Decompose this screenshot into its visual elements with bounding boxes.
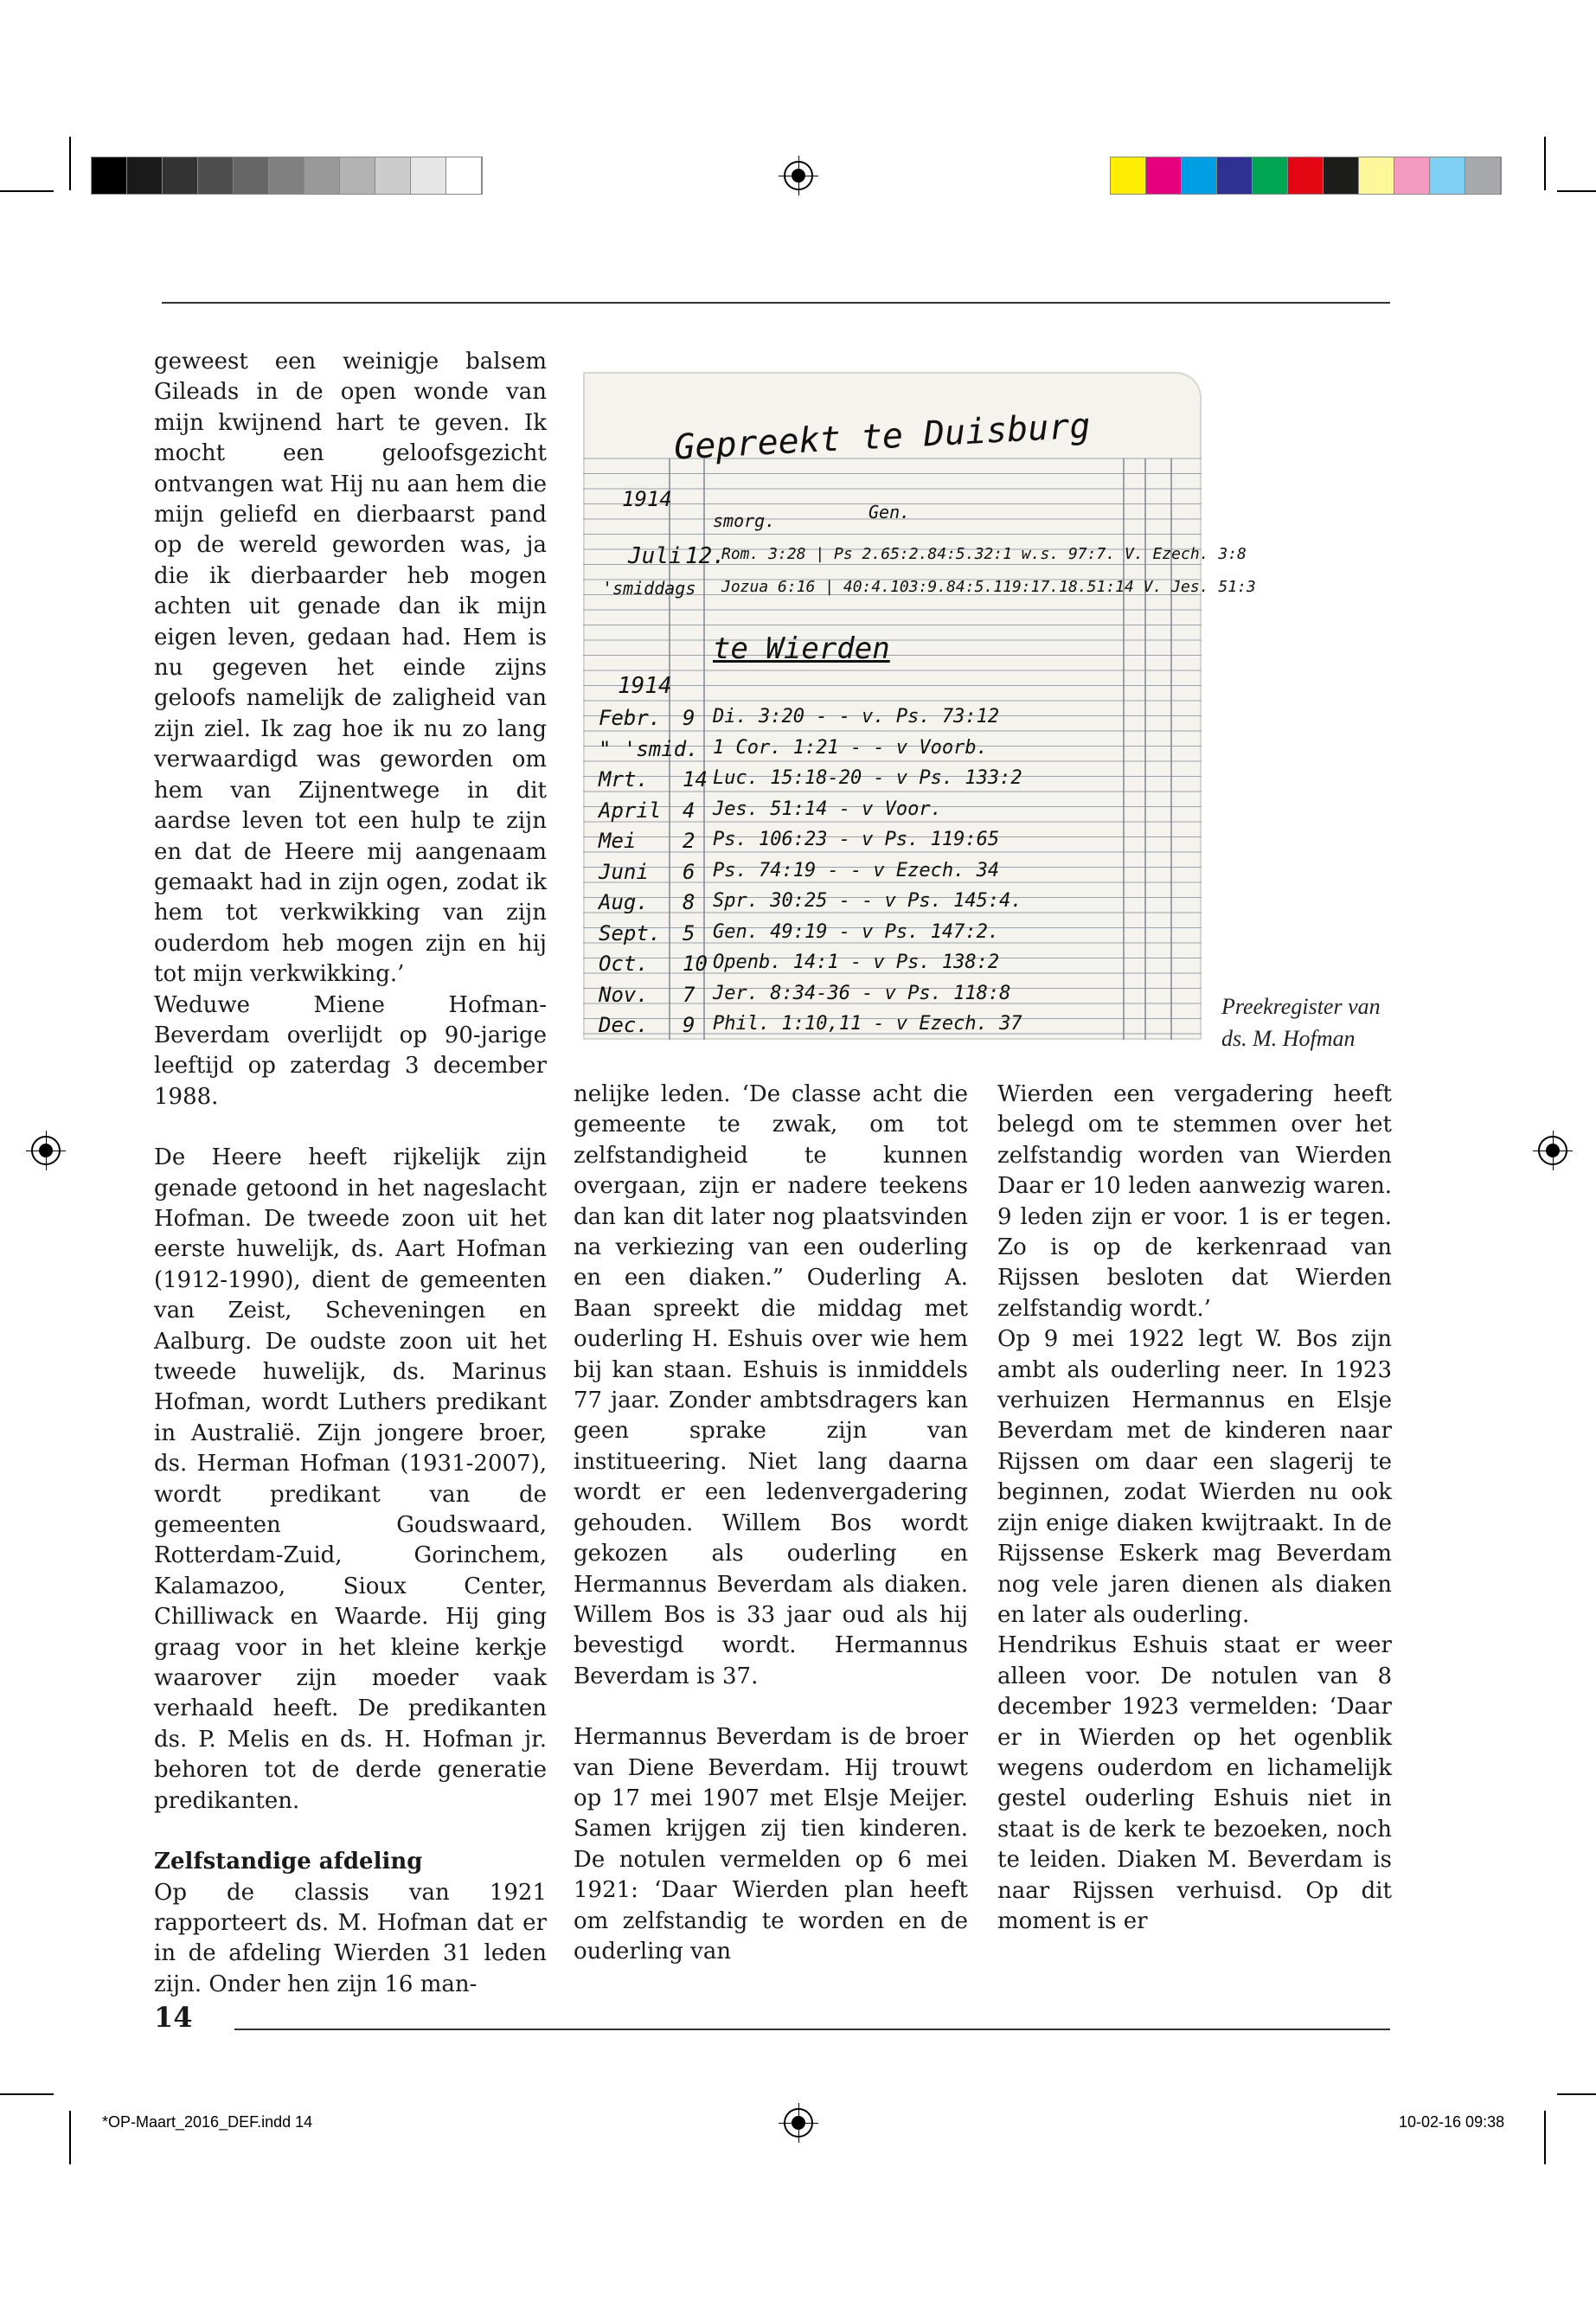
color-swatch xyxy=(1182,157,1217,194)
crop-mark xyxy=(1557,190,1596,192)
paragraph: Weduwe Miene Hofman-Beverdam overlijdt op 90-jarige leeftijd op zaterdag 3 december 1988. xyxy=(154,991,547,1110)
color-swatch xyxy=(1324,157,1359,194)
text-column-1 xyxy=(154,347,547,2000)
register-year: 1914 xyxy=(618,673,672,699)
color-swatch xyxy=(375,157,411,194)
crop-mark xyxy=(69,137,71,190)
register-month: 'smiddags xyxy=(602,578,696,599)
register-day: 14 xyxy=(683,767,708,792)
slug-timestamp: 10-02-16 09:38 xyxy=(1399,2113,1505,2131)
color-swatch xyxy=(269,157,304,194)
color-swatch xyxy=(411,157,446,194)
crop-mark xyxy=(69,2111,71,2164)
register-col-head: Gen. xyxy=(869,502,911,522)
register-day: 10 xyxy=(683,952,708,976)
color-swatch xyxy=(198,157,234,194)
color-swatch xyxy=(1111,157,1146,194)
caption-line: Preekregister van xyxy=(1221,994,1381,1019)
register-entry: Jes. 51:14 - v Voor. xyxy=(713,798,942,820)
register-month: Febr. xyxy=(599,706,662,730)
process-color-bar xyxy=(1110,157,1502,195)
color-swatch xyxy=(1288,157,1324,194)
register-entry: Gen. 49:19 - v Ps. 147:2. xyxy=(713,920,1000,943)
caption-line: ds. M. Hofman xyxy=(1221,1026,1356,1051)
color-swatch xyxy=(1359,157,1394,194)
crop-mark xyxy=(0,190,54,192)
register-day: 2 xyxy=(683,829,695,853)
color-swatch xyxy=(304,157,340,194)
register-month: " 'smid. xyxy=(599,736,699,761)
registration-mark-icon xyxy=(784,161,813,190)
crop-mark xyxy=(1544,2111,1546,2164)
color-swatch xyxy=(340,157,375,194)
color-swatch xyxy=(1465,157,1501,194)
color-swatch xyxy=(1430,157,1465,194)
register-month: April xyxy=(599,798,662,823)
register-col-head: smorg. xyxy=(713,510,776,531)
paragraph: Op 9 mei 1922 legt W. Bos zijn ambt als ouderling neer. In 1923 verhuizen Hermannus en Elsje Beverdam met de kinderen naar Rijssen om daar een slagerij te beginnen, zodat Wierden nu ook zijn enige diaken kwijtraakt. In de Rijssense Eskerk mag Beverdam nog vele jaren dienen als diaken en later als ouderling. xyxy=(997,1326,1392,1628)
image-caption xyxy=(1221,990,1381,1054)
register-entry: Ps. 74:19 - - v Ezech. 34 xyxy=(713,859,1000,881)
register-day: 5 xyxy=(683,920,695,945)
register-day: 6 xyxy=(683,859,695,884)
register-day: 4 xyxy=(683,798,695,823)
register-month: Nov. xyxy=(599,982,649,1007)
register-entry: Ps. 106:23 - v Ps. 119:65 xyxy=(713,829,1000,850)
paragraph: Op de classis van 1921 rapporteert ds. M. Hofman dat er in de afdeling Wierden 31 leden zijn. Onder hen zijn 16 man- xyxy=(154,1879,547,1997)
section-heading: Zelfstandige afdeling xyxy=(154,1849,423,1875)
register-subtitle: te Wierden xyxy=(713,631,890,666)
register-title: Gepreekt te Duisburg xyxy=(673,406,1092,468)
paragraph: Wierden een vergadering heeft belegd om te stemmen over het zelfstandig worden van Wierden Daar er 10 leden aanwezig waren. 9 leden zijn er voor. 1 is er tegen. Zo is op de kerkenraad van Rijssen besloten dat Wierden zelfstandig wordt.’ xyxy=(997,1081,1392,1322)
register-day: 9 xyxy=(683,706,695,730)
register-day: 8 xyxy=(683,890,695,914)
register-month: Sept. xyxy=(599,920,662,945)
color-swatch xyxy=(163,157,198,194)
register-entry: Jozua 6:16 | 40:4.103:9.84:5.119:17.18.51:14 V. Jes. 51:3 xyxy=(721,578,1256,596)
register-month: Mei xyxy=(599,829,637,853)
crop-mark xyxy=(1544,137,1546,190)
paragraph: Hermannus Beverdam is de broer van Diene Beverdam. Hij trouwt op 17 mei 1907 met Elsje Meijer. Samen krijgen zij tien kinderen. De notulen vermelden op 6 mei 1921: ‘Daar Wierden plan heeft om zelfstandig te worden en de ouderling van xyxy=(574,1724,968,1965)
register-month: Juli xyxy=(628,543,683,569)
register-entry: 1 Cor. 1:21 - - v Voorb. xyxy=(713,736,988,759)
paragraph: Hendrikus Eshuis staat er weer alleen voor. De notulen van 8 december 1923 vermelden: ‘Daar er in Wierden op het ogenblik wegens ouderdom en lichamelijk gestel ouderling Eshuis niet in staat is de kerk te bezoeken, noch te leiden. Diaken M. Beverdam is naar Rijssen verhuisd. Op dit moment is er xyxy=(997,1632,1392,1934)
crop-mark xyxy=(1557,2093,1596,2095)
registration-mark-icon xyxy=(31,1136,61,1165)
registration-mark-icon xyxy=(1538,1136,1567,1165)
register-day: 9 xyxy=(683,1013,695,1037)
register-entry: Spr. 30:25 - - v Ps. 145:4. xyxy=(713,890,1022,912)
footer-rule xyxy=(234,2029,1390,2030)
color-swatch xyxy=(1394,157,1430,194)
page-number: 14 xyxy=(154,2001,193,2034)
register-month: Mrt. xyxy=(599,767,649,792)
crop-mark xyxy=(0,2093,54,2095)
paragraph: geweest een weinigje balsem Gileads in de open wonde van mijn kwijnend hart te geven. Ik mocht een geloofsgezicht ontvangen wat Hij nu aan hem die mijn geliefd en dierbaarst pand op de wereld geworden was, ja die ik dierbaarder heb mogen achten uit genade dan ik mijn eigen leven, gedaan had. Hem is nu gegeven het einde zijns geloofs namelijk de zaligheid van zijn ziel. Ik zag hoe ik nu zo lang verwaardigd was geworden om hem van Zijnentwege in dit aardse leven tot een hulp te zijn en dat de Heere mij aangenaam gemaakt had in zijn ogen, zodat ik hem tot verkwikking van zijn ouderdom heb mogen zijn en hij tot mijn verkwikking.’ xyxy=(154,349,547,988)
registration-mark-icon xyxy=(784,2108,813,2138)
paragraph: De Heere heeft rijkelijk zijn genade getoond in het nageslacht Hofman. De tweede zoon uit het eerste huwelijk, ds. Aart Hofman (1912-1990), dient de gemeenten van Zeist, Scheveningen en Aalburg. De oudste zoon uit het tweede huwelijk, ds. Marinus Hofman, wordt Luthers predikant in Australië. Zijn jongere broer, ds. Herman Hofman (1931-2007), wordt predikant van de gemeenten Goudswaard, Rotterdam-Zuid, Gorinchem, Kalamazoo, Sioux Center, Chilliwack en Waarde. Hij ging graag voor in het kleine kerkje waarover zijn moeder vaak verhaald heeft. De predikanten ds. P. Melis en ds. H. Hofman jr. behoren tot de derde generatie predikanten. xyxy=(154,1144,547,1814)
register-entry: Phil. 1:10,11 - v Ezech. 37 xyxy=(713,1013,1022,1035)
text-column-2 xyxy=(574,1080,968,1967)
register-entry: Rom. 3:28 | Ps 2.65:2.84:5.32:1 w.s. 97:7. V. Ezech. 3:8 xyxy=(721,545,1247,563)
register-month: Juni xyxy=(599,859,649,884)
color-swatch xyxy=(1253,157,1288,194)
register-year: 1914 xyxy=(622,487,672,511)
color-swatch xyxy=(92,157,127,194)
text-column-3 xyxy=(997,1080,1392,1937)
register-month: Aug. xyxy=(599,890,649,914)
color-swatch xyxy=(1217,157,1253,194)
register-entry: Di. 3:20 - - v. Ps. 73:12 xyxy=(713,706,1000,727)
preekregister-image xyxy=(583,372,1256,1040)
color-swatch xyxy=(1146,157,1182,194)
register-day: 12. xyxy=(685,543,726,569)
register-entry: Openb. 14:1 - v Ps. 138:2 xyxy=(713,952,1000,973)
register-entry: Jer. 8:34-36 - v Ps. 118:8 xyxy=(713,982,1011,1004)
header-rule xyxy=(162,302,1390,304)
slug-filename: *OP-Maart_2016_DEF.indd 14 xyxy=(102,2113,313,2131)
color-swatch xyxy=(446,157,482,194)
register-month: Dec. xyxy=(599,1013,649,1037)
paragraph: nelijke leden. ‘De classe acht die gemeente te zwak, om tot zelfstandigheid te kunnen overgaan, zijn er nadere teekens dan kan dit later nog plaatsvinden na verkiezing van een ouderling en een diaken.” Ouderling A. Baan spreekt die middag met ouderling H. Eshuis over wie hem bij kan staan. Eshuis is inmiddels 77 jaar. Zonder ambtsdragers kan geen sprake zijn van institueering. Niet lang daarna wordt er een ledenvergadering gehouden. Willem Bos wordt gekozen als ouderling en Hermannus Beverdam als diaken. Willem Bos is 33 jaar oud als hij bevestigd wordt. Hermannus Beverdam is 37. xyxy=(574,1081,968,1689)
register-day: 7 xyxy=(683,982,695,1007)
grayscale-bar xyxy=(91,157,483,195)
register-entry: Luc. 15:18-20 - v Ps. 133:2 xyxy=(713,767,1022,789)
register-month: Oct. xyxy=(599,952,649,976)
color-swatch xyxy=(127,157,163,194)
color-swatch xyxy=(234,157,269,194)
